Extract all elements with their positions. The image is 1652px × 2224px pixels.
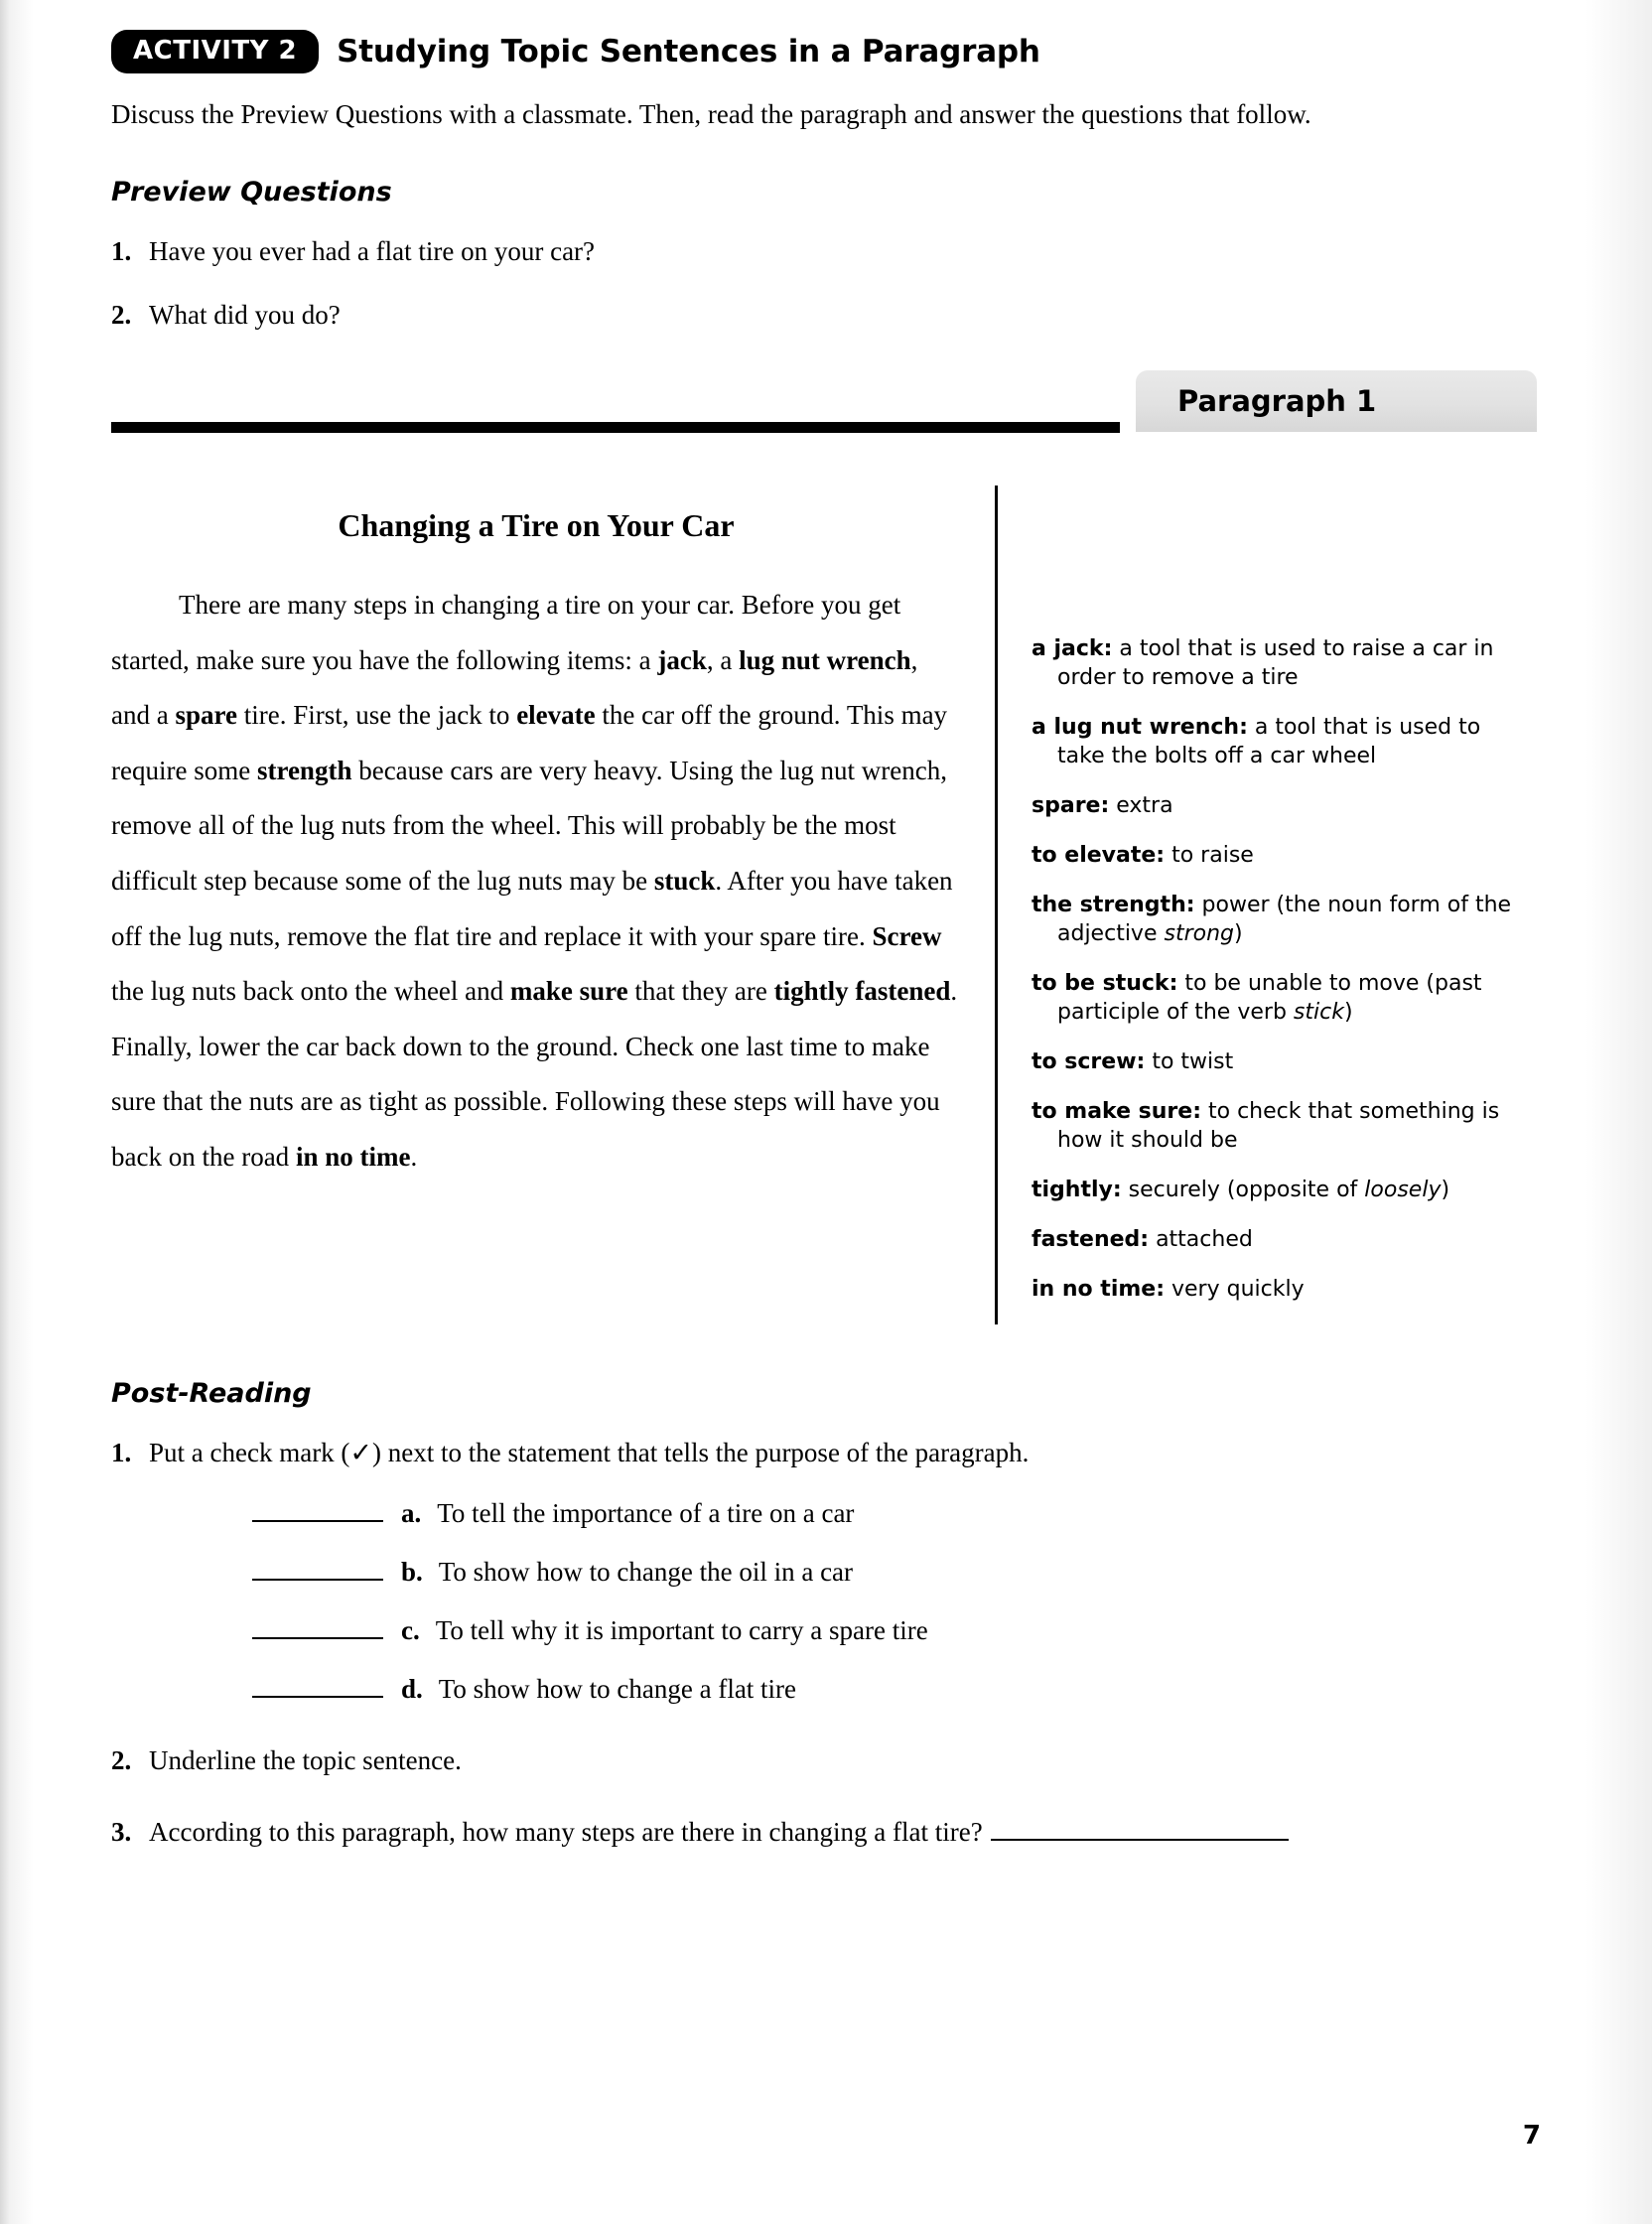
- list-item: [111, 1615, 1521, 1646]
- preview-questions-list: [111, 233, 1521, 335]
- activity-title: Studying Topic Sentences in a Paragraph: [337, 34, 1040, 70]
- list-item: [111, 297, 1521, 335]
- glossary-definition: to check that something is how it should be: [1057, 1099, 1500, 1154]
- glossary-definition: attached: [1149, 1227, 1253, 1253]
- glossary-entry: [1032, 891, 1521, 948]
- preview-questions-heading: Preview Questions: [111, 177, 392, 208]
- question-text: Have you ever had a flat tire on your car?: [149, 236, 596, 267]
- question-number: 2.: [111, 300, 132, 331]
- page-number: 7: [1522, 2121, 1541, 2151]
- glossary-entry: [1032, 1097, 1521, 1155]
- question-text: [149, 1814, 1521, 1852]
- glossary-entry: [1032, 713, 1521, 770]
- glossary-term: in no time:: [1032, 1277, 1165, 1303]
- list-item: [111, 233, 1521, 271]
- glossary-entry: [1032, 1047, 1521, 1076]
- glossary-sidebar: [995, 486, 1521, 1325]
- reading-block: [111, 486, 1521, 1325]
- glossary-entry: [1032, 969, 1521, 1027]
- reading-title: Changing a Tire on Your Car: [338, 506, 735, 543]
- post-reading-section: [111, 1378, 1521, 1851]
- glossary-term: the strength:: [1032, 893, 1195, 918]
- page-content: [111, 30, 1521, 1877]
- post-reading-heading: Post-Reading: [111, 1378, 312, 1410]
- option-letter: b.: [401, 1557, 423, 1588]
- list-item: [111, 1814, 1521, 1852]
- option-letter: d.: [401, 1674, 423, 1705]
- glossary-entry: [1032, 1275, 1521, 1304]
- glossary-definition: a tool that is used to take the bolts off a car wheel: [1057, 714, 1481, 769]
- glossary-definition: power (the noun form of the adjective strong): [1057, 893, 1512, 947]
- paragraph-banner-zone: [111, 370, 1521, 456]
- glossary-term: to screw:: [1032, 1049, 1146, 1075]
- activity-badge: ACTIVITY 2: [111, 30, 319, 73]
- section-divider-rule: [111, 422, 1120, 433]
- glossary-term: spare:: [1032, 793, 1110, 819]
- question-number: 3.: [111, 1817, 132, 1848]
- option-letter: c.: [401, 1615, 420, 1646]
- reading-main-column: [111, 486, 995, 1325]
- glossary-definition: very quickly: [1165, 1277, 1305, 1303]
- list-item: [111, 1674, 1521, 1705]
- answer-blank[interactable]: [252, 1674, 383, 1698]
- option-text: To tell why it is important to carry a spare tire: [435, 1615, 928, 1646]
- glossary-definition: extra: [1109, 793, 1173, 819]
- question-text-label: According to this paragraph, how many steps are there in changing a flat tire?: [149, 1817, 983, 1848]
- list-item: [111, 1498, 1521, 1529]
- list-item: [111, 1742, 1521, 1780]
- answer-blank[interactable]: [252, 1557, 383, 1581]
- activity-instructions: Discuss the Preview Questions with a classmate. Then, read the paragraph and answer the questions that follow.: [111, 99, 1311, 129]
- glossary-definition: to raise: [1165, 843, 1254, 869]
- question-text: What did you do?: [149, 300, 341, 331]
- list-item: [111, 1435, 1521, 1472]
- glossary-entry: [1032, 791, 1521, 820]
- paragraph-tab-label: Paragraph 1: [1177, 383, 1377, 418]
- option-text: To show how to change a flat tire: [438, 1674, 797, 1705]
- question-number: 1.: [111, 1438, 132, 1468]
- option-text: To tell the importance of a tire on a car: [437, 1498, 855, 1529]
- glossary-term: fastened:: [1032, 1227, 1150, 1253]
- glossary-entry: [1032, 841, 1521, 870]
- question-number: 2.: [111, 1745, 132, 1776]
- activity-header: [111, 30, 1521, 73]
- option-letter: a.: [401, 1498, 422, 1529]
- glossary-entry: [1032, 1225, 1521, 1254]
- glossary-term: a lug nut wrench:: [1032, 714, 1248, 740]
- answer-blank[interactable]: [991, 1819, 1289, 1841]
- glossary-definition: securely (opposite of loosely): [1121, 1178, 1450, 1203]
- question-number: 1.: [111, 236, 132, 267]
- glossary-entry: [1032, 1176, 1521, 1204]
- glossary-entry: [1032, 634, 1521, 692]
- answer-blank[interactable]: [252, 1615, 383, 1639]
- question-text: Put a check mark (✓) next to the statement that tells the purpose of the paragraph.: [149, 1438, 1030, 1468]
- glossary-definition: a tool that is used to raise a car in order to remove a tire: [1057, 635, 1494, 690]
- glossary-term: to make sure:: [1032, 1099, 1202, 1125]
- option-text: To show how to change the oil in a car: [438, 1557, 854, 1588]
- answer-blank[interactable]: [252, 1498, 383, 1522]
- glossary-definition: to be unable to move (past participle of the verb stick): [1057, 971, 1482, 1026]
- glossary-term: to be stuck:: [1032, 971, 1178, 997]
- question-text: Underline the topic sentence.: [149, 1745, 462, 1776]
- glossary-term: tightly:: [1032, 1178, 1122, 1203]
- glossary-definition: to twist: [1145, 1049, 1234, 1075]
- paragraph-tab: [1136, 370, 1537, 432]
- glossary-term: a jack:: [1032, 635, 1113, 661]
- glossary-term: to elevate:: [1032, 843, 1166, 869]
- reading-paragraph: There are many steps in changing a tire on your car. Before you get started, make sure you have the following items: a jack, a lug nut wrench, and a spare tire. First, use the jack to elevate the car off the ground. This may require some strength because cars are very heavy. Using the lug nut wrench, remove all of the lug nuts from the wheel. This will probably be the most difficult step because some of the lug nuts may be stuck. After you have taken off the lug nuts, remove the flat tire and replace it with your spare tire. Screw the lug nuts back onto the wheel and make sure that they are tightly fastened. Finally, lower the car back down to the ground. Check one last time to make sure that the nuts are as tight as possible. Following these steps will have you back on the road in no time.: [111, 589, 958, 1173]
- list-item: [111, 1557, 1521, 1588]
